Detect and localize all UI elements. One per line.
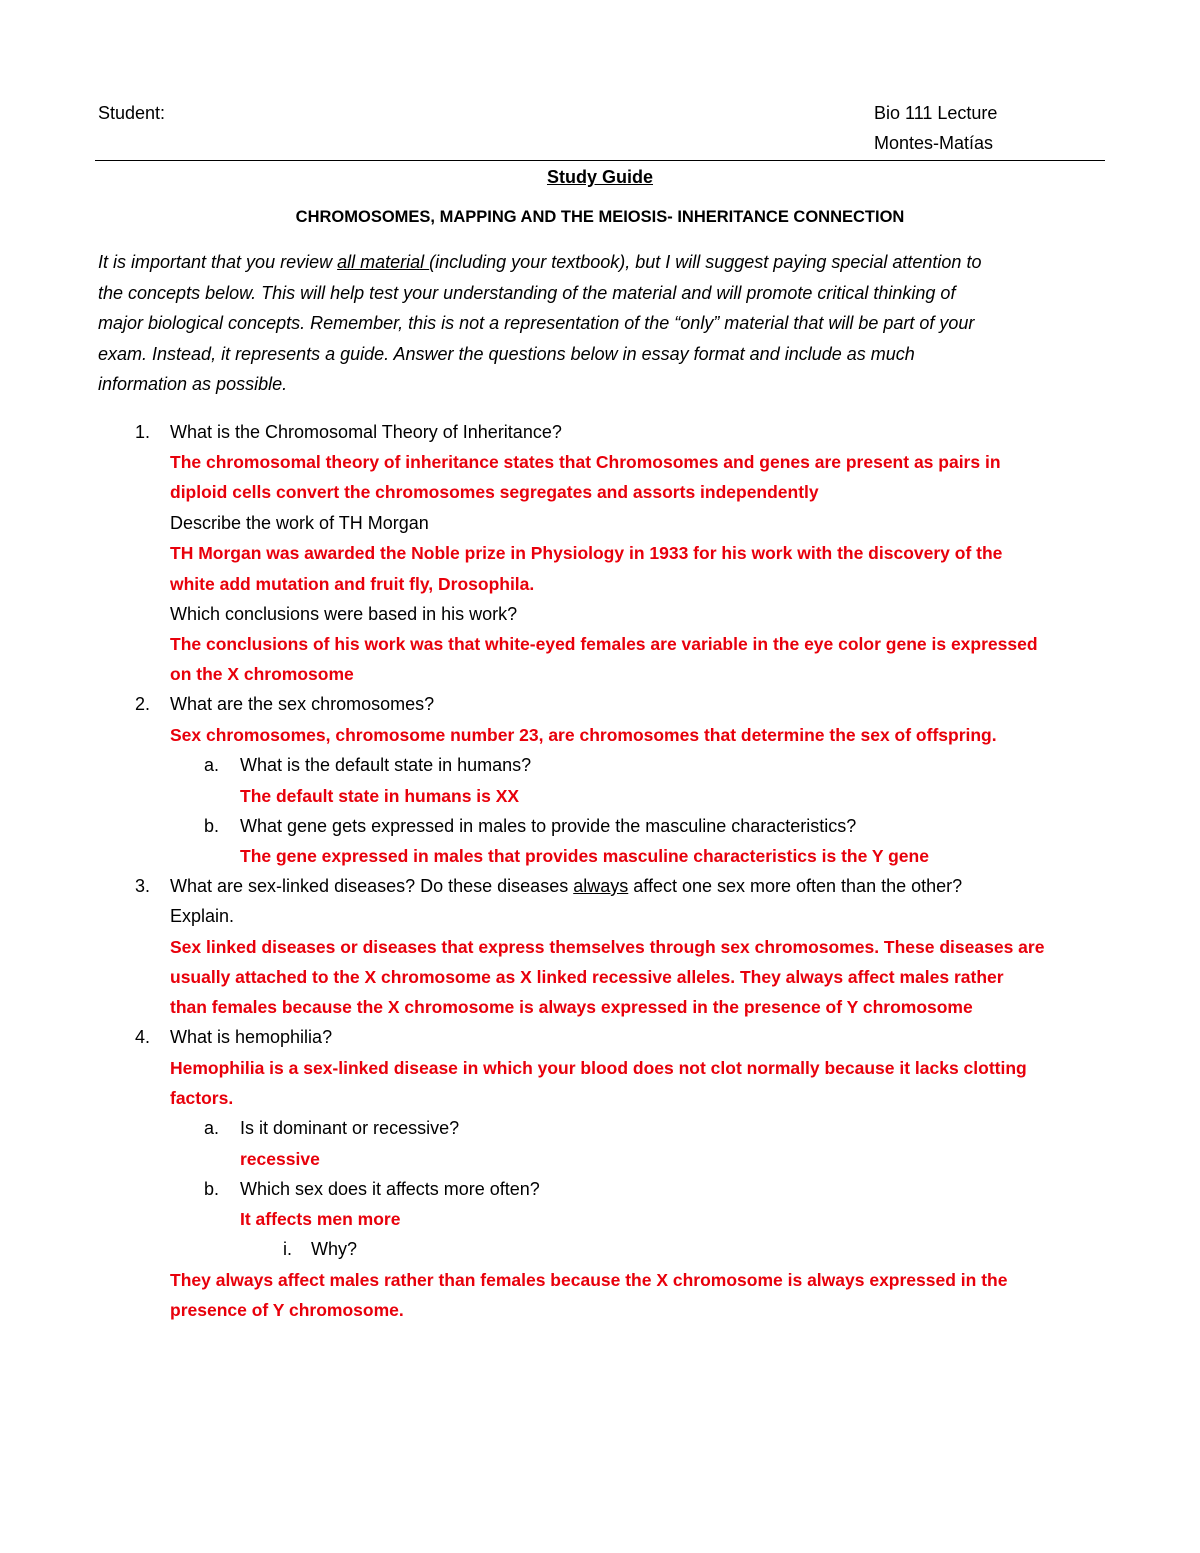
q1-number: 1. <box>135 422 151 442</box>
q4-question: What is hemophilia? <box>170 1027 333 1047</box>
q4-answer-line-1: Hemophilia is a sex-linked disease in which your blood does not clot normally because it lacks clotting <box>170 1058 1027 1078</box>
q1-answer3-line-2: on the X chromosome <box>170 664 354 684</box>
q4b-answer: It affects men more <box>240 1209 401 1229</box>
q2b-label: b. <box>204 816 220 836</box>
q3-answer-line-1: Sex linked diseases or diseases that express themselves through sex chromosomes. These diseases are <box>170 937 1045 957</box>
q3-question <box>170 876 962 897</box>
q4bi-question: Why? <box>311 1239 358 1259</box>
q1-answer2-line-1: TH Morgan was awarded the Noble prize in Physiology in 1933 for his work with the discovery of the <box>170 543 1003 563</box>
q1-answer2-line-2: white add mutation and fruit fly, Drosophila. <box>170 574 535 594</box>
intro-line-3: major biological concepts. Remember, this is not a representation of the “only” material that will be part of your <box>98 313 975 334</box>
intro-text: It is important that you review <box>98 252 338 272</box>
q3-number: 3. <box>135 876 151 896</box>
q4-number: 4. <box>135 1027 151 1047</box>
q2a-question: What is the default state in humans? <box>240 755 532 775</box>
q1-question-2: Describe the work of TH Morgan <box>170 513 429 533</box>
q4a-label: a. <box>204 1118 220 1138</box>
q2-answer: Sex chromosomes, chromosome number 23, are chromosomes that determine the sex of offspring. <box>170 725 997 745</box>
course-name: Bio 111 Lecture <box>874 103 998 123</box>
q2-question: What are the sex chromosomes? <box>170 694 435 714</box>
student-label: Student: <box>98 103 166 123</box>
intro-emphasis: all material <box>337 252 430 272</box>
q2b-question: What gene gets expressed in males to provide the masculine characteristics? <box>240 816 857 836</box>
q1-answer-line-1: The chromosomal theory of inheritance states that Chromosomes and genes are present as pairs in <box>170 452 1001 472</box>
intro-line-5: information as possible. <box>98 374 288 395</box>
q2b-answer: The gene expressed in males that provides masculine characteristics is the Y gene <box>240 846 929 866</box>
intro-line-4: exam. Instead, it represents a guide. Answer the questions below in essay format and include as much <box>98 343 915 364</box>
intro-paragraph <box>98 247 1108 400</box>
intro-line-1 <box>98 247 1108 278</box>
q4bi-answer-line-1: They always affect males rather than females because the X chromosome is always expressed in the <box>170 1270 1008 1290</box>
q2a-answer: The default state in humans is XX <box>240 786 520 806</box>
q1-answer3-line-1: The conclusions of his work was that white-eyed females are variable in the eye color gene is expressed <box>170 634 1038 654</box>
q4-answer-line-2: factors. <box>170 1088 234 1108</box>
q3-answer-line-2: usually attached to the X chromosome as X linked recessive alleles. They always affect males rather <box>170 967 1004 987</box>
q1-answer-line-2: diploid cells convert the chromosomes segregates and assorts independently <box>170 482 819 502</box>
intro-line-2: the concepts below. This will help test your understanding of the material and will promote critical thinking of <box>98 282 956 303</box>
q2a-label: a. <box>204 755 220 775</box>
q3-answer-line-3: than females because the X chromosome is always expressed in the presence of Y chromosome <box>170 997 973 1017</box>
q2-number: 2. <box>135 694 151 714</box>
q4bi-label: i. <box>283 1239 292 1259</box>
q4a-question: Is it dominant or recessive? <box>240 1118 460 1138</box>
q3-question-emphasis: always <box>573 876 629 896</box>
q4a-answer: recessive <box>240 1149 320 1169</box>
q1-question-3: Which conclusions were based in his work? <box>170 604 518 624</box>
intro-text: (including your textbook), but I will suggest paying special attention to <box>429 252 982 272</box>
q4bi-answer-line-2: presence of Y chromosome. <box>170 1300 404 1320</box>
q3-question-text: What are sex-linked diseases? Do these diseases <box>170 876 574 896</box>
q4b-question: Which sex does it affects more often? <box>240 1179 540 1199</box>
page-subtitle: CHROMOSOMES, MAPPING AND THE MEIOSIS- INHERITANCE CONNECTION <box>295 208 905 226</box>
q1-question: What is the Chromosomal Theory of Inheritance? <box>170 422 562 442</box>
q4b-label: b. <box>204 1179 220 1199</box>
page-title: Study Guide <box>546 167 653 187</box>
instructor-name: Montes-Matías <box>874 133 994 153</box>
header-divider <box>95 160 1105 161</box>
q3-question-text: affect one sex more often than the other? <box>628 876 963 896</box>
q3-question-line-2: Explain. <box>170 906 235 926</box>
